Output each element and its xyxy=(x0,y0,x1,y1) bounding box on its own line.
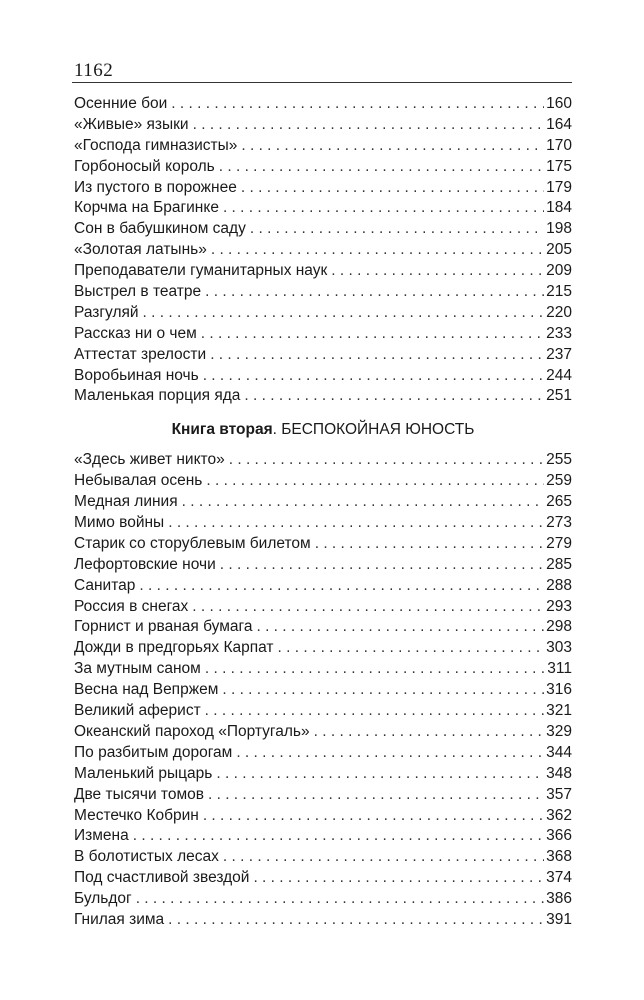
dot-leader xyxy=(220,555,544,576)
toc-entry-title: Измена xyxy=(74,827,129,845)
toc-entry-page: 205 xyxy=(546,241,572,259)
toc-entry-title: Горнист и рваная бумага xyxy=(74,618,253,636)
dot-leader xyxy=(168,910,544,931)
toc-entry-title: Рассказ ни о чем xyxy=(74,324,197,342)
toc-entry xyxy=(74,345,572,366)
toc-entry-title: Бульдог xyxy=(74,890,132,908)
toc-entry-page: 179 xyxy=(546,178,572,196)
dot-leader xyxy=(192,597,544,618)
toc-entry-title: Океанский пароход «Португаль» xyxy=(74,722,310,740)
dot-leader xyxy=(211,240,544,261)
toc-entry xyxy=(74,617,572,638)
dot-leader xyxy=(219,157,544,178)
dot-leader xyxy=(241,136,544,157)
toc-entry-page: 357 xyxy=(546,785,572,803)
toc-entry-title: Местечко Кобрин xyxy=(74,806,199,824)
toc-entry-title: Сон в бабушкином саду xyxy=(74,220,246,238)
toc-entry xyxy=(74,764,572,785)
dot-leader xyxy=(236,743,544,764)
toc-entry-page: 233 xyxy=(546,324,572,342)
dot-leader xyxy=(193,115,545,136)
toc-entry-title: Гнилая зима xyxy=(74,910,165,928)
toc-entry xyxy=(74,847,572,868)
toc-entry xyxy=(74,366,572,387)
toc-entry-page: 175 xyxy=(546,157,572,175)
toc-entry xyxy=(74,492,572,513)
toc-entry-title: Россия в снегах xyxy=(74,597,189,615)
toc-entry-title: «Золотая латынь» xyxy=(74,241,207,259)
toc-entry xyxy=(74,157,572,178)
toc-entry-page: 303 xyxy=(546,639,572,657)
toc-entry-title: Мимо войны xyxy=(74,514,165,532)
toc-entry-page: 251 xyxy=(546,387,572,405)
toc-entry-page: 198 xyxy=(546,220,572,238)
toc-entry-page: 329 xyxy=(546,722,572,740)
dot-leader xyxy=(171,94,544,115)
toc-entry-title: За мутным саном xyxy=(74,660,201,678)
section-heading xyxy=(74,410,572,450)
dot-leader xyxy=(143,303,545,324)
toc-entry-page: 215 xyxy=(546,283,572,301)
dot-leader xyxy=(244,386,544,407)
toc-entry-title: «Живые» языки xyxy=(74,115,189,133)
toc-entry-title: Маленький рыцарь xyxy=(74,764,213,782)
toc-entry-title: В болотистых лесах xyxy=(74,848,219,866)
toc-entry-page: 220 xyxy=(546,303,572,321)
toc-entry-title: Под счастливой звездой xyxy=(74,869,250,887)
toc-entry xyxy=(74,282,572,303)
toc-entry-page: 265 xyxy=(546,493,572,511)
toc-entry-page: 273 xyxy=(546,514,572,532)
toc-entry-title: Небывалая осень xyxy=(74,472,203,490)
toc-entry-title: Преподаватели гуманитарных наук xyxy=(74,262,328,280)
toc-entry xyxy=(74,534,572,555)
toc-entry-title: Две тысячи томов xyxy=(74,785,204,803)
toc-entry-page: 293 xyxy=(546,597,572,615)
toc-entry-page: 255 xyxy=(546,451,572,469)
dot-leader xyxy=(223,198,544,219)
dot-leader xyxy=(331,261,544,282)
toc-entry xyxy=(74,806,572,827)
toc-entry-page: 362 xyxy=(546,806,572,824)
toc-entry xyxy=(74,136,572,157)
toc-entry xyxy=(74,826,572,847)
dot-leader xyxy=(241,178,544,199)
toc-entry-page: 374 xyxy=(546,869,572,887)
toc-entry-page: 386 xyxy=(546,890,572,908)
toc-entry-title: Медная линия xyxy=(74,493,178,511)
toc-entry xyxy=(74,240,572,261)
dot-leader xyxy=(201,324,544,345)
toc-entry xyxy=(74,659,572,680)
toc-entry-title: «Здесь живет никто» xyxy=(74,451,225,469)
dot-leader xyxy=(205,701,544,722)
dot-leader xyxy=(216,764,544,785)
toc-entry xyxy=(74,324,572,345)
toc-entry-page: 321 xyxy=(546,702,572,720)
dot-leader xyxy=(229,450,544,471)
toc-entry-title: Старик со сторублевым билетом xyxy=(74,534,311,552)
toc-entry xyxy=(74,785,572,806)
toc-entry xyxy=(74,910,572,931)
toc-entry-page: 279 xyxy=(546,534,572,552)
book-title: . БЕСПОКОЙНАЯ ЮНОСТЬ xyxy=(272,421,475,439)
dot-leader xyxy=(315,534,544,555)
toc-entry xyxy=(74,701,572,722)
toc-entry xyxy=(74,261,572,282)
dot-leader xyxy=(203,806,544,827)
dot-leader xyxy=(205,659,545,680)
toc-entry-page: 368 xyxy=(546,848,572,866)
toc-entry xyxy=(74,115,572,136)
toc-entry-page: 391 xyxy=(546,910,572,928)
toc-entry xyxy=(74,555,572,576)
toc-entry-title: Дожди в предгорьях Карпат xyxy=(74,639,274,657)
toc-entry-title: Из пустого в порожнее xyxy=(74,178,237,196)
page-number: 1162 xyxy=(74,60,114,81)
dot-leader xyxy=(222,680,544,701)
toc-entry xyxy=(74,513,572,534)
dot-leader xyxy=(203,366,544,387)
toc-entry xyxy=(74,889,572,910)
toc-entry-title: Корчма на Брагинке xyxy=(74,199,219,217)
toc-entry-title: Весна над Вепржем xyxy=(74,681,219,699)
dot-leader xyxy=(136,889,544,910)
toc-entry-title: По разбитым дорогам xyxy=(74,743,233,761)
toc-entry-page: 311 xyxy=(547,660,572,678)
toc-entry xyxy=(74,597,572,618)
dot-leader xyxy=(223,847,544,868)
toc-entry-title: Выстрел в театре xyxy=(74,283,202,301)
toc-entry-page: 344 xyxy=(546,743,572,761)
book-label: Книга вторая xyxy=(171,421,273,439)
toc-entry xyxy=(74,450,572,471)
toc-entry-page: 288 xyxy=(546,576,572,594)
dot-leader xyxy=(253,868,544,889)
toc-entry-page: 316 xyxy=(546,681,572,699)
toc-entry xyxy=(74,576,572,597)
toc-entry xyxy=(74,868,572,889)
dot-leader xyxy=(314,722,545,743)
toc-entry xyxy=(74,94,572,115)
toc-entry xyxy=(74,680,572,701)
dot-leader xyxy=(133,826,544,847)
dot-leader xyxy=(168,513,544,534)
toc-entry-title: Аттестат зрелости xyxy=(74,345,207,363)
toc-entry-page: 160 xyxy=(546,95,572,112)
toc-entry xyxy=(74,198,572,219)
toc-entry-title: Осенние бои xyxy=(74,95,168,112)
toc-entry xyxy=(74,471,572,492)
toc-entry-title: Воробьиная ночь xyxy=(74,366,199,384)
toc-entry-title: «Господа гимназисты» xyxy=(74,136,238,154)
dot-leader xyxy=(256,617,544,638)
toc-part-one xyxy=(74,94,572,407)
toc-entry xyxy=(74,219,572,240)
toc-entry xyxy=(74,722,572,743)
toc-entry xyxy=(74,386,572,407)
toc-entry-page: 259 xyxy=(546,472,572,490)
toc-entry-page: 184 xyxy=(546,199,572,217)
table-of-contents xyxy=(74,94,572,931)
dot-leader xyxy=(206,471,544,492)
dot-leader xyxy=(250,219,544,240)
toc-entry-title: Маленькая порция яда xyxy=(74,387,241,405)
toc-entry xyxy=(74,743,572,764)
dot-leader xyxy=(139,576,544,597)
header-rule xyxy=(72,82,572,83)
toc-entry-title: Лефортовские ночи xyxy=(74,555,216,573)
toc-entry-title: Санитар xyxy=(74,576,136,594)
dot-leader xyxy=(205,282,544,303)
toc-entry-page: 244 xyxy=(546,366,572,384)
toc-entry-page: 237 xyxy=(546,345,572,363)
toc-entry-page: 298 xyxy=(546,618,572,636)
toc-entry-page: 170 xyxy=(546,136,572,154)
toc-entry-page: 348 xyxy=(546,764,572,782)
dot-leader xyxy=(210,345,544,366)
dot-leader xyxy=(278,638,545,659)
toc-entry-title: Великий аферист xyxy=(74,702,201,720)
dot-leader xyxy=(208,785,544,806)
toc-entry-page: 164 xyxy=(546,115,572,133)
toc-entry xyxy=(74,303,572,324)
dot-leader xyxy=(182,492,545,513)
toc-entry-page: 209 xyxy=(546,262,572,280)
toc-entry-page: 366 xyxy=(546,827,572,845)
toc-entry-title: Горбоносый король xyxy=(74,157,215,175)
toc-entry xyxy=(74,638,572,659)
toc-entry xyxy=(74,178,572,199)
toc-entry-page: 285 xyxy=(546,555,572,573)
toc-part-two xyxy=(74,450,572,930)
toc-entry-title: Разгуляй xyxy=(74,303,139,321)
